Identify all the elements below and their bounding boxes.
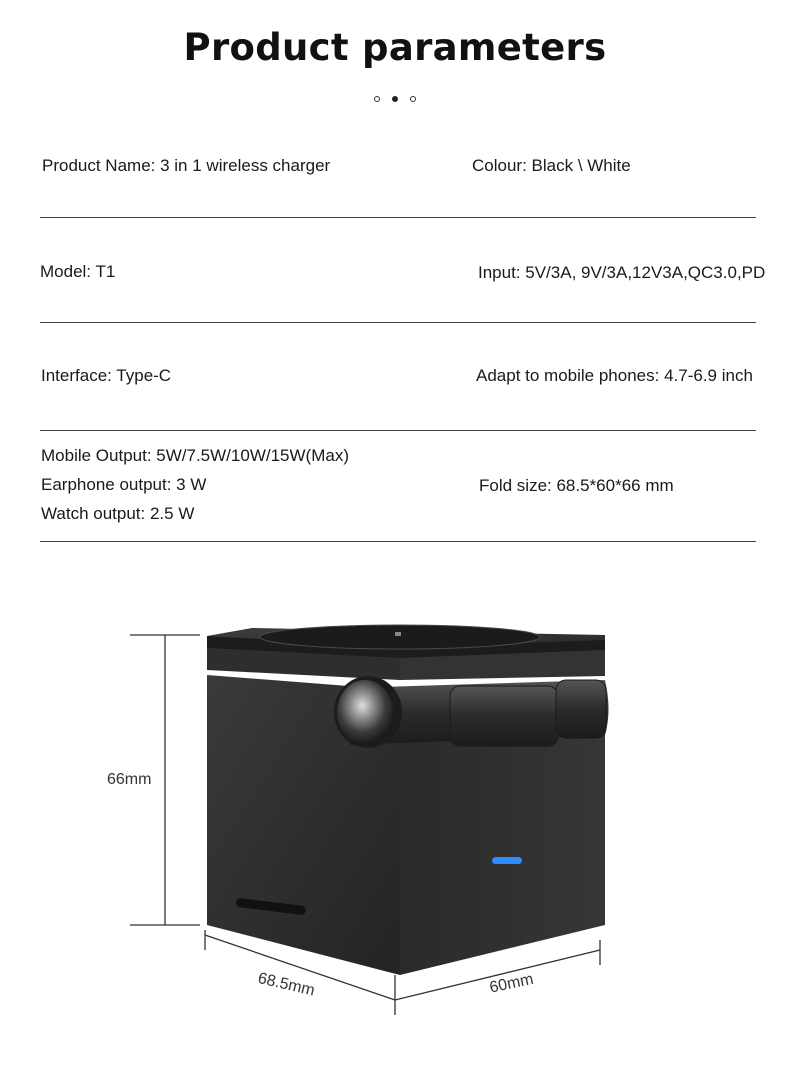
- divider: [40, 322, 756, 323]
- indicator-dot-active: [392, 96, 398, 102]
- spec-adapt: Adapt to mobile phones: 4.7-6.9 inch: [476, 366, 753, 385]
- divider: [40, 541, 756, 542]
- indicator-dot: [374, 96, 380, 102]
- spec-model: Model: T1: [40, 262, 116, 281]
- spec-product-name: Product Name: 3 in 1 wireless charger: [42, 156, 331, 175]
- length-label: 68.5mm: [256, 970, 317, 1000]
- page-title: Product parameters: [183, 26, 607, 69]
- height-label: 66mm: [107, 771, 152, 788]
- product-image: [0, 600, 790, 1060]
- spec-watch-output: Watch output: 2.5 W: [41, 504, 195, 523]
- divider: [40, 217, 756, 218]
- width-label: 60mm: [488, 970, 536, 997]
- spec-input: Input: 5V/3A, 9V/3A,12V3A,QC3.0,PD: [478, 263, 766, 282]
- spec-interface: Interface: Type-C: [41, 366, 172, 385]
- divider: [40, 430, 756, 431]
- spec-mobile-output: Mobile Output: 5W/7.5W/10W/15W(Max): [41, 446, 349, 465]
- spec-colour: Colour: Black \ White: [472, 156, 631, 175]
- slide-indicator: [0, 96, 790, 102]
- indicator-dot: [410, 96, 416, 102]
- spec-earphone-output: Earphone output: 3 W: [41, 475, 207, 494]
- spec-fold-size: Fold size: 68.5*60*66 mm: [479, 476, 674, 495]
